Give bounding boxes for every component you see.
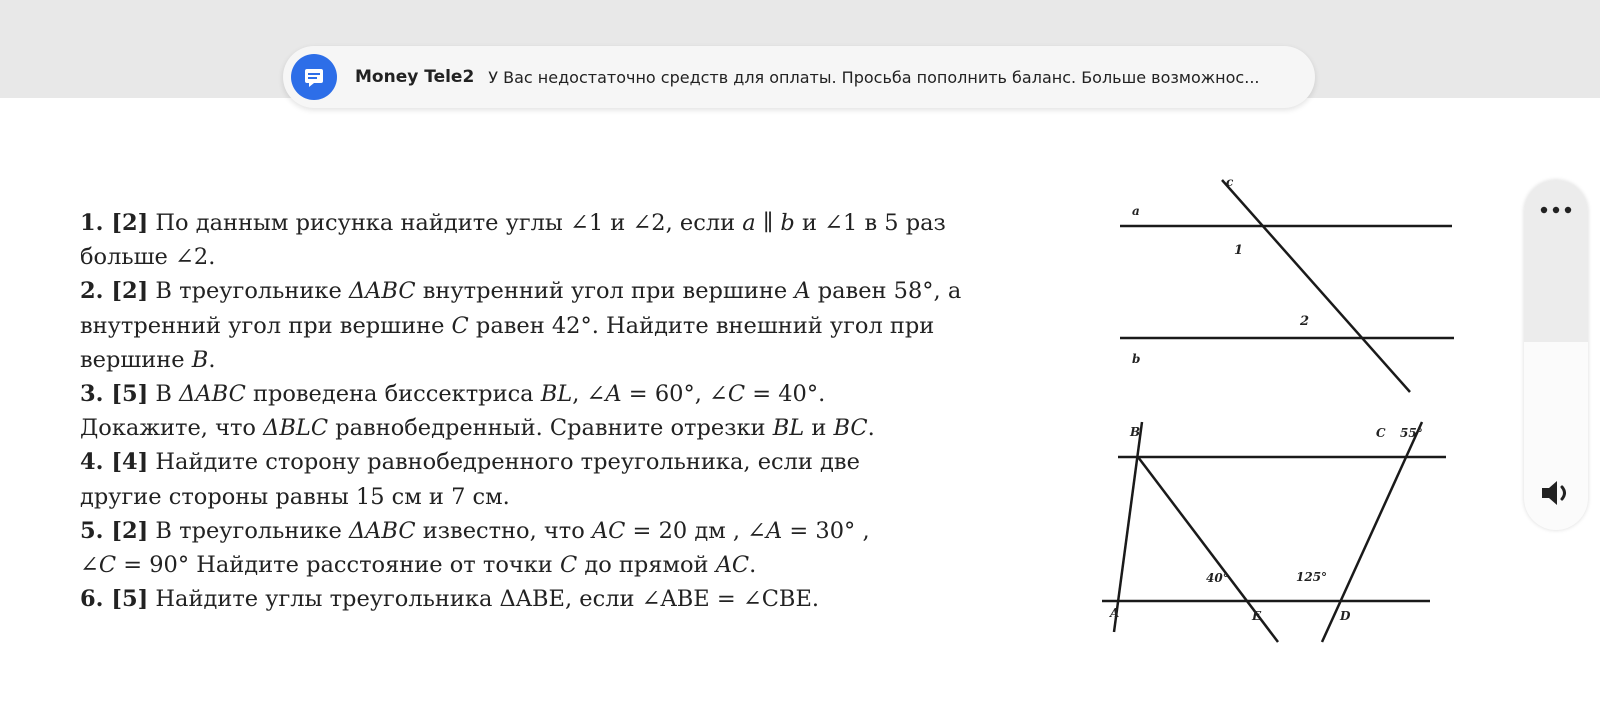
- problem-line: [80, 240, 1080, 274]
- label-vertex-d: D: [1340, 609, 1351, 623]
- line-c-transversal: [1222, 180, 1410, 392]
- math-symbol: ΔABC: [348, 517, 416, 544]
- problem-text: вершине: [80, 346, 192, 373]
- math-symbol: C: [451, 312, 469, 339]
- problem-text: = 60°, ∠: [621, 381, 728, 408]
- math-symbol: B: [191, 346, 209, 373]
- math-symbol: C: [727, 381, 746, 408]
- more-icon[interactable]: [1536, 200, 1576, 220]
- problem-text: и: [804, 415, 834, 442]
- problem-line: [80, 411, 1080, 445]
- figure-parallel-lines-transversal: [1110, 172, 1460, 402]
- figure-trapezoid: [1100, 420, 1450, 650]
- problem-line: [80, 445, 1080, 479]
- problem-text: проведена биссектриса: [245, 381, 541, 408]
- volume-icon[interactable]: [1540, 478, 1574, 508]
- problem-line: [80, 343, 1080, 377]
- problem-line: [80, 377, 1080, 411]
- label-angle-2: 2: [1300, 314, 1310, 329]
- problem-text: до прямой: [577, 552, 716, 579]
- problem-line: [80, 480, 1080, 514]
- problem-text: равен 42°. Найдите внешний угол при: [468, 312, 935, 339]
- notification-message: У Вас недостаточно средств для оплаты. Просьба пополнить баланс. Больше возможнос...: [488, 67, 1260, 87]
- problem-text: В: [148, 381, 180, 408]
- problem-text: внутренний угол при вершине: [415, 278, 795, 305]
- problem-text: = 30° ,: [782, 517, 870, 544]
- math-symbol: a: [742, 210, 756, 236]
- label-angle-c: 55°: [1400, 426, 1423, 440]
- math-symbol: C: [98, 552, 117, 579]
- problem-text: Найдите сторону равнобедренного треугольника, если две: [148, 449, 860, 476]
- math-symbol: AC: [715, 552, 750, 579]
- problem-text: По данным рисунка найдите углы ∠1 и ∠2, если: [148, 210, 743, 236]
- problem-number: 4. [4]: [80, 449, 149, 476]
- problem-line: [80, 274, 1080, 308]
- problem-text: известно, что: [415, 517, 592, 544]
- math-symbol: BL: [772, 415, 805, 442]
- segment-cd: [1322, 422, 1422, 642]
- problem-line: [80, 548, 1080, 582]
- problem-text: .: [208, 346, 216, 373]
- label-vertex-b: B: [1130, 425, 1141, 439]
- problem-number: 3. [5]: [80, 381, 149, 408]
- math-symbol: ΔABC: [179, 381, 246, 408]
- math-symbol: C: [559, 552, 578, 579]
- problem-line: [80, 206, 1080, 240]
- problem-text: = 40°.: [745, 381, 826, 408]
- problem-text: .: [867, 415, 875, 442]
- side-panel: [1524, 180, 1588, 530]
- problem-line: [80, 514, 1080, 548]
- math-symbol: A: [794, 278, 811, 305]
- label-vertex-e: E: [1252, 609, 1262, 623]
- problem-text: равен 58°, а: [810, 278, 962, 305]
- math-symbol: ΔBLC: [263, 415, 329, 442]
- notification-banner[interactable]: [283, 46, 1315, 108]
- label-line-b: b: [1132, 352, 1141, 366]
- math-symbol: A: [605, 381, 622, 408]
- problem-text: , ∠: [572, 381, 606, 408]
- problem-text: больше ∠2.: [80, 244, 216, 271]
- label-line-a: a: [1132, 204, 1140, 218]
- math-symbol: BC: [833, 415, 868, 442]
- problem-number: 5. [2]: [80, 517, 149, 544]
- problem-number: 6. [5]: [80, 586, 149, 613]
- math-symbol: BL: [540, 381, 573, 408]
- label-line-c: c: [1226, 175, 1234, 189]
- problem-text: внутренний угол при вершине: [80, 312, 452, 339]
- problem-list: [80, 206, 1080, 616]
- math-symbol: A: [766, 517, 783, 544]
- problem-text: Найдите углы треугольника ΔABE, если ∠ABE = ∠CBE.: [148, 586, 820, 613]
- problem-number: 1. [2]: [80, 210, 149, 236]
- problem-line: [80, 309, 1080, 343]
- problem-text: ∠: [80, 552, 99, 579]
- math-symbol: ΔABC: [348, 278, 416, 305]
- label-vertex-c: C: [1376, 426, 1386, 440]
- problem-text: ∥: [755, 210, 781, 236]
- problem-text: .: [749, 552, 757, 579]
- problem-text: и ∠1 в 5 раз: [794, 210, 946, 236]
- math-symbol: AC: [591, 517, 626, 544]
- problem-text: В треугольнике: [148, 278, 349, 305]
- problem-text: Докажите, что: [80, 415, 264, 442]
- problem-text: = 20 дм , ∠: [625, 517, 767, 544]
- label-angle-d: 125°: [1296, 570, 1328, 584]
- message-icon: [291, 54, 337, 100]
- math-symbol: b: [780, 210, 795, 236]
- label-vertex-a: A: [1110, 606, 1120, 620]
- label-angle-1: 1: [1234, 243, 1244, 258]
- label-angle-e: 40°: [1206, 571, 1229, 585]
- problem-text: другие стороны равны 15 см и 7 см.: [80, 483, 510, 510]
- problem-text: В треугольнике: [148, 517, 349, 544]
- problem-text: равнобедренный. Сравните отрезки: [328, 415, 773, 442]
- problem-text: = 90° Найдите расстояние от точки: [116, 552, 560, 579]
- notification-app-name: Money Tele2: [355, 67, 475, 87]
- problem-number: 2. [2]: [80, 278, 149, 305]
- problem-line: [80, 582, 1080, 616]
